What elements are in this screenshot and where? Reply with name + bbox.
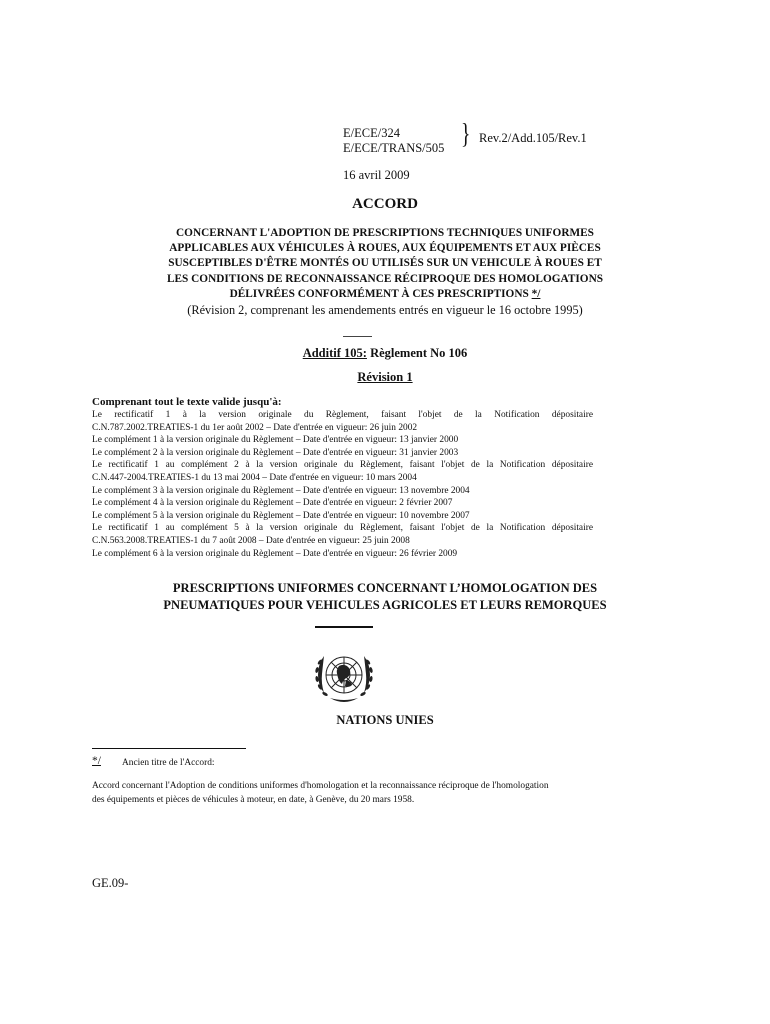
- revision-note: (Révision 2, comprenant les amendements entrés en vigueur le 16 octobre 1995): [187, 303, 583, 317]
- agreement-title-line-text: DÉLIVRÉES CONFORMÉMENT À CES PRESCRIPTIONS: [229, 287, 532, 300]
- agreement-title-line: [90, 287, 680, 302]
- document-date: 16 avril 2009: [343, 168, 410, 182]
- list-item: Le complément 4 à la version originale du Règlement – Date d'entrée en vigueur: 2 février 2007: [92, 498, 453, 509]
- separator: [343, 336, 372, 337]
- amendments-list: [92, 409, 593, 560]
- regulation-number: Règlement No 106: [366, 346, 468, 360]
- footnote-text-line: des équipements et pièces de véhicules à moteur, en date, à Genève, du 20 mars 1958.: [92, 795, 415, 805]
- agreement-title-line: LES CONDITIONS DE RECONNAISSANCE RÉCIPROQUE DES HOMOLOGATIONS: [166, 272, 604, 285]
- organization-name: NATIONS UNIES: [336, 713, 434, 727]
- brace: }: [461, 119, 471, 150]
- agreement-title-line: APPLICABLES AUX VÉHICULES À ROUES, AUX ÉQUIPEMENTS ET AUX PIÈCES: [169, 242, 601, 255]
- addendum-label: Additif 105:: [302, 346, 367, 360]
- footnote-marker: */: [92, 755, 101, 767]
- list-item: Le rectificatif 1 au complément 2 à la version originale du Règlement, faisant l'objet de la Notification dépositaire: [92, 460, 593, 471]
- agreement-title-line: CONCERNANT L'ADOPTION DE PRESCRIPTIONS TECHNIQUES UNIFORMES: [176, 227, 594, 239]
- list-item: Le rectificatif 1 à la version originale du Règlement, faisant l'objet de la Notification dépositaire: [92, 410, 593, 420]
- separator: [315, 626, 373, 628]
- list-item: Le complément 1 à la version originale du Règlement – Date d'entrée en vigueur: 13 janvier 2000: [92, 435, 459, 446]
- revision-reference: Rev.2/Add.105/Rev.1: [479, 131, 587, 145]
- agreement-title: [90, 226, 680, 302]
- document-symbol-1: E/ECE/324: [343, 126, 400, 140]
- revision-heading: Révision 1: [357, 370, 413, 384]
- regulation-title: [90, 580, 680, 614]
- regulation-title-line: PRESCRIPTIONS UNIFORMES CONCERNANT L’HOMOLOGATION DES: [172, 581, 598, 595]
- list-item: Le complément 2 à la version originale du Règlement – Date d'entrée en vigueur: 31 janvier 2003: [92, 447, 459, 458]
- page-title: ACCORD: [352, 196, 418, 212]
- addendum-heading: [90, 346, 680, 361]
- list-item: C.N.787.2002.TREATIES-1 du 1er août 2002 – Date d'entrée en vigueur: 26 juin 2002: [92, 422, 418, 433]
- includes-heading: Comprenant tout le texte valide jusqu'à:: [92, 396, 282, 408]
- footnote-text-line: Accord concernant l'Adoption de conditions uniformes d'homologation et la reconnaissance réciproque de l'homologation: [92, 781, 549, 791]
- footnote-reference[interactable]: */: [531, 287, 541, 300]
- list-item: C.N.563.2008.TREATIES-1 du 7 août 2008 – Date d'entrée en vigueur: 25 juin 2008: [92, 535, 410, 546]
- list-item: Le complément 5 à la version originale du Règlement – Date d'entrée en vigueur: 10 novembre 2007: [92, 510, 470, 521]
- document-symbol-2: E/ECE/TRANS/505: [343, 141, 445, 155]
- regulation-title-line: PNEUMATIQUES POUR VEHICULES AGRICOLES ET LEURS REMORQUES: [163, 598, 607, 612]
- agreement-title-line: SUSCEPTIBLES D'ÊTRE MONTÉS OU UTILISÉS SUR UN VEHICULE À ROUES ET: [168, 257, 602, 270]
- footnote-title: Ancien titre de l'Accord:: [122, 758, 215, 768]
- document-symbols: [343, 126, 444, 156]
- footnote-text: [92, 779, 602, 807]
- list-item: C.N.447-2004.TREATIES-1 du 13 mai 2004 – Date d'entrée en vigueur: 10 mars 2004: [92, 472, 417, 483]
- job-number: GE.09-: [92, 876, 129, 890]
- list-item: Le rectificatif 1 au complément 5 à la version originale du Règlement, faisant l'objet de la Notification dépositaire: [92, 523, 593, 534]
- list-item: Le complément 3 à la version originale du Règlement – Date d'entrée en vigueur: 13 novembre 2004: [92, 485, 470, 496]
- footnote-separator: [92, 748, 246, 749]
- un-emblem-icon: [306, 644, 382, 710]
- list-item: Le complément 6 à la version originale du Règlement – Date d'entrée en vigueur: 26 février 2009: [92, 548, 458, 559]
